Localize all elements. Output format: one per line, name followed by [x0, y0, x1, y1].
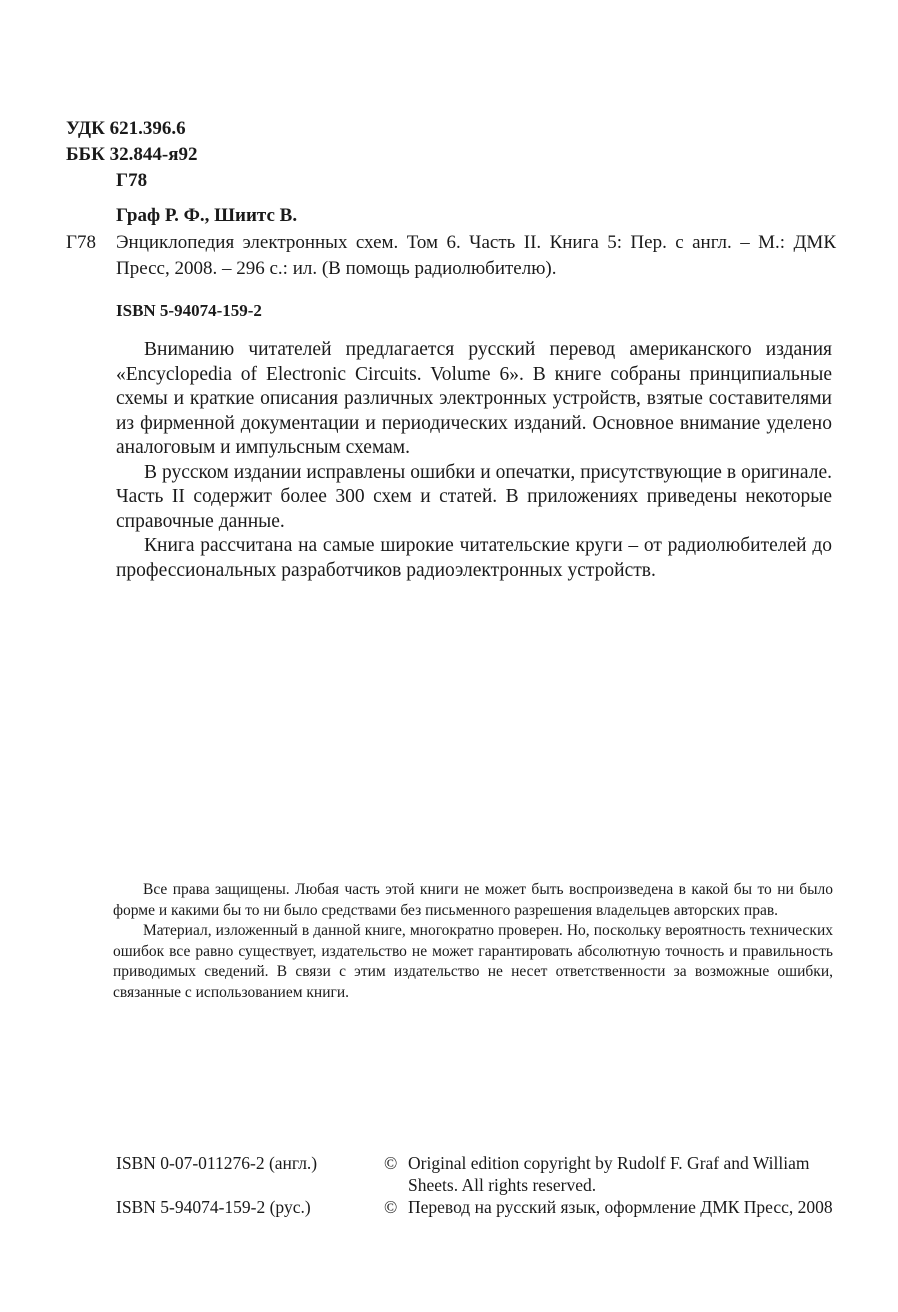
reference-code: Г78	[66, 232, 96, 253]
abstract	[116, 338, 832, 583]
classification-block	[66, 116, 198, 194]
isbn-row	[116, 1196, 836, 1218]
isbn-number: ISBN 0-07-011276-2 (англ.)	[116, 1153, 318, 1173]
abstract-paragraph: Вниманию читателей предлагается русский перевод американского издания «Encyclopedia of Electronic Circuits. Volume 6». В книге собраны принципиальные схемы и краткие описания различных электронных устройств, взятые составителями из фирменной документации и периодических изданий. Основное внимание уделено аналоговым и импульсным схемам.	[116, 339, 832, 458]
isbn-number: ISBN 5-94074-159-2 (рус.)	[116, 1197, 311, 1217]
copyright-mark: ©	[384, 1153, 398, 1173]
isbn-list	[116, 1152, 836, 1218]
udk-code: УДК 621.396.6	[66, 118, 186, 139]
abstract-paragraph: В русском издании исправлены ошибки и опечатки, присутствующие в оригинале. Часть II содержит более 300 схем и статей. В приложениях приведены некоторые справочные данные.	[116, 461, 832, 532]
authors: Граф Р. Ф., Шиитс В.	[116, 205, 298, 226]
rights-paragraph: Материал, изложенный в данной книге, многократно проверен. Но, поскольку вероятность технических ошибок все равно существует, издательство не может гарантировать абсолютную точность и правильность приводимых сведений. В связи с этим издательство не несет ответственности за возможные ошибки, связанные с использованием книги.	[113, 922, 833, 1001]
isbn-row	[116, 1152, 836, 1196]
copyright-mark: ©	[384, 1197, 398, 1217]
copyright-note: Перевод на русский язык, оформление ДМК Пресс, 2008	[408, 1197, 833, 1217]
author-mark: Г78	[116, 170, 148, 191]
bbk-code: ББК 32.844-я92	[66, 144, 198, 165]
rights-paragraph: Все права защищены. Любая часть этой книги не может быть воспроизведена в какой бы то ни было форме и какими бы то ни было средствами без письменного разрешения владельцев авторских прав.	[113, 881, 833, 919]
abstract-paragraph: Книга рассчитана на самые широкие читательские круги – от радиолюбителей до профессиональных разработчиков радиоэлектронных устройств.	[116, 535, 832, 581]
rights-notice	[113, 880, 833, 1003]
bibliographic-reference: Энциклопедия электронных схем. Том 6. Часть II. Книга 5: Пер. с англ. – М.: ДМК Пресс, 2008. – 296 с.: ил. (В помощь радиолюбителю).	[116, 232, 836, 279]
isbn-main: ISBN 5-94074-159-2	[116, 301, 262, 320]
copyright-note: Original edition copyright by Rudolf F. Graf and William Sheets. All rights reserved.	[408, 1153, 810, 1195]
